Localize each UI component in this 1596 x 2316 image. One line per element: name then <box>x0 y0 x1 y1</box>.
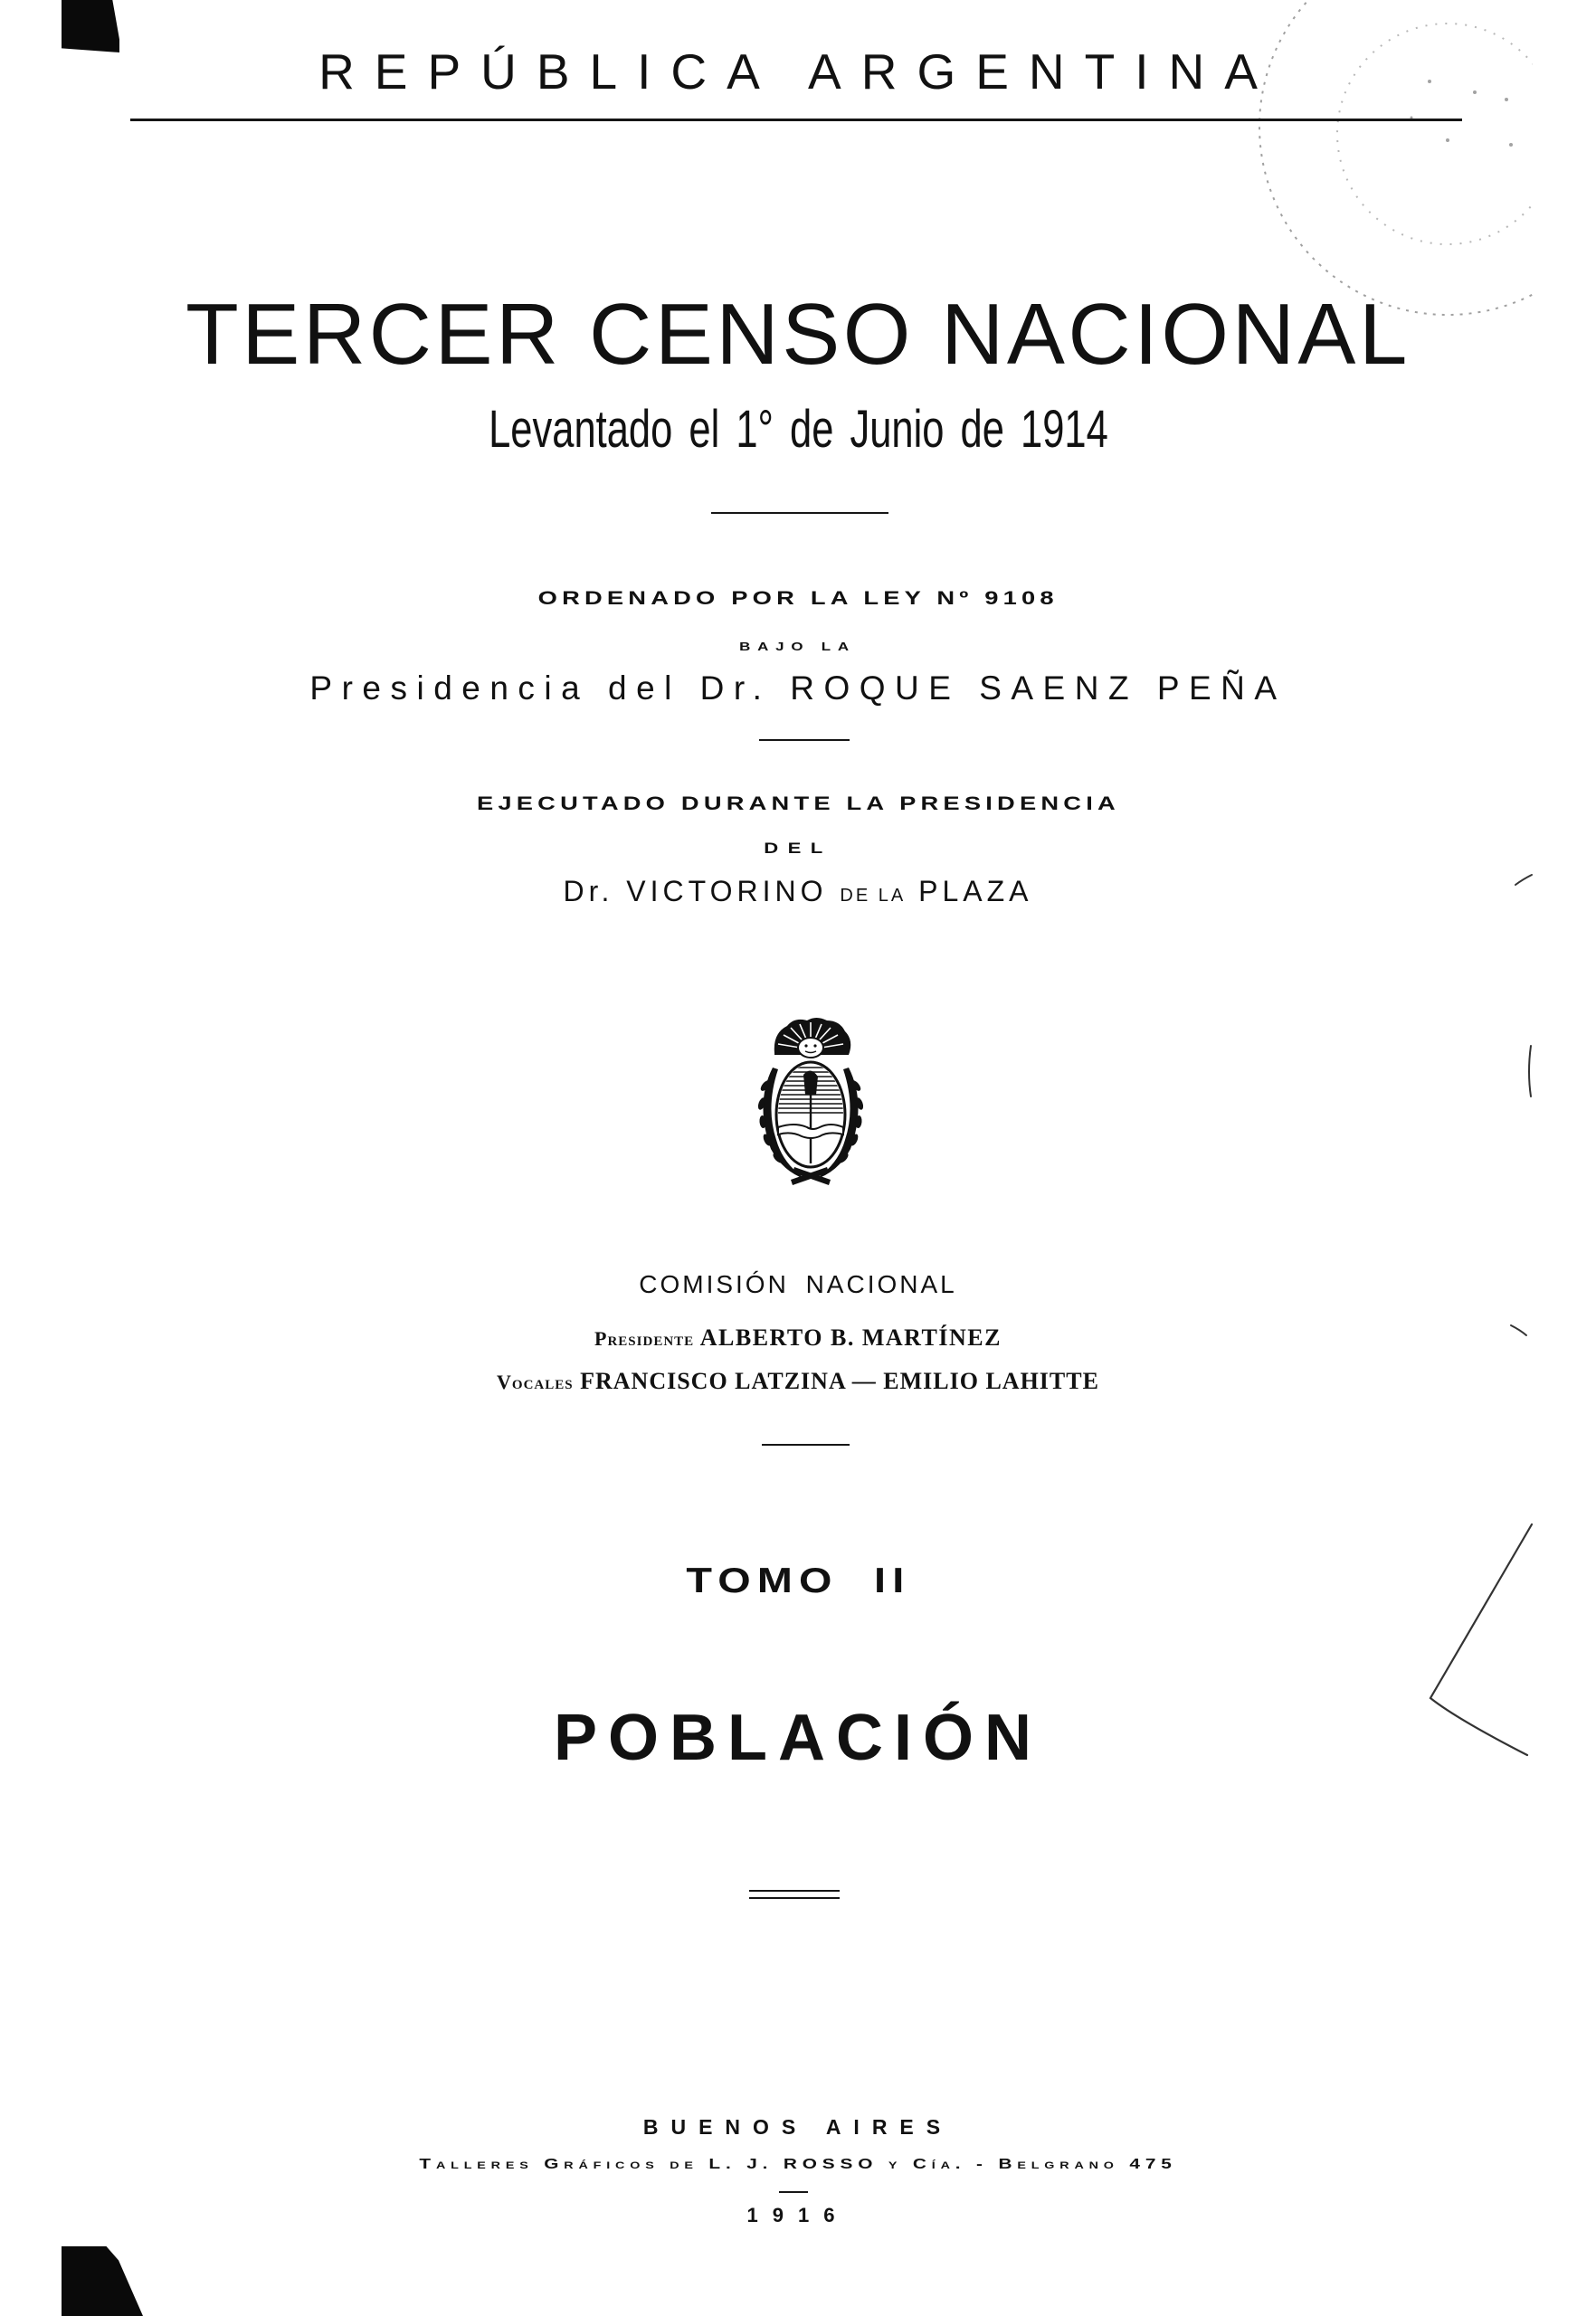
president-name: ALBERTO B. MARTÍNEZ <box>699 1324 1002 1351</box>
ordered-by-line <box>0 589 1596 608</box>
volume-label <box>0 1563 1596 1599</box>
scan-mark-top-left <box>62 0 119 52</box>
presidency-de-la-plaza-text <box>564 877 1033 906</box>
members-label: Vocales <box>497 1371 574 1393</box>
of-line <box>0 840 1596 856</box>
document-subtitle <box>0 400 1596 459</box>
volume-label-text: TOMO II <box>685 1561 911 1600</box>
presidency-de-la-plaza <box>0 877 1596 906</box>
header-rule <box>130 119 1462 121</box>
imprint-year-text: 1916 <box>746 2204 850 2226</box>
presidency-saenz-pena-text: Presidencia del Dr. ROQUE SAENZ PEÑA <box>309 669 1287 707</box>
document-title <box>0 286 1596 383</box>
commission-heading-text: COMISIÓN NACIONAL <box>639 1270 957 1298</box>
divider-rule-4 <box>779 2191 808 2193</box>
commission-members-text <box>497 1370 1099 1393</box>
executed-during-line <box>0 794 1596 813</box>
president-name-suffix: PLAZA <box>918 875 1033 907</box>
volume-topic <box>0 1702 1596 1774</box>
of-text: DEL <box>764 840 832 857</box>
imprint-city-text: BUENOS AIRES <box>642 2115 954 2139</box>
document-title-text: TERCER CENSO NACIONAL <box>185 286 1411 383</box>
members-names: FRANCISCO LATZINA — EMILIO LAHITTE <box>580 1368 1099 1394</box>
ordered-by-text: ORDENADO POR LA LEY Nº 9108 <box>537 588 1059 609</box>
executed-during-text: EJECUTADO DURANTE LA PRESIDENCIA <box>476 793 1120 814</box>
double-rule-bottom <box>749 1897 840 1899</box>
president-label: Presidente <box>594 1327 695 1350</box>
divider-rule-3 <box>762 1444 850 1446</box>
imprint-printer-text: Talleres Gráficos de L. J. ROSSO y Cía. - Belgrano 475 <box>419 2157 1177 2172</box>
under-text: BAJO LA <box>739 640 857 653</box>
imprint-printer <box>0 2158 1596 2172</box>
commission-president-text <box>594 1326 1002 1350</box>
commission-president <box>0 1326 1596 1350</box>
volume-topic-text: POBLACIÓN <box>554 1702 1042 1774</box>
under-line <box>0 641 1596 652</box>
commission-members <box>0 1370 1596 1393</box>
president-name-prefix: Dr. VICTORINO <box>563 875 828 907</box>
imprint-city <box>0 2117 1596 2138</box>
scan-mark-bottom-left <box>62 2246 143 2316</box>
argentine-coat-of-arms-icon <box>747 1013 874 1191</box>
double-rule-top <box>749 1890 840 1892</box>
imprint-year <box>0 2206 1596 2226</box>
president-name-particle: DE LA <box>840 886 907 906</box>
page-edge <box>1533 0 1596 2316</box>
commission-heading <box>0 1272 1596 1297</box>
presidency-saenz-pena <box>0 671 1596 705</box>
country-header-text: REPÚBLICA ARGENTINA <box>318 43 1278 100</box>
document-subtitle-text: Levantado el 1° de Junio de 1914 <box>488 400 1108 459</box>
divider-rule-1 <box>711 512 888 514</box>
divider-rule-2 <box>759 739 850 741</box>
country-header <box>0 43 1596 100</box>
